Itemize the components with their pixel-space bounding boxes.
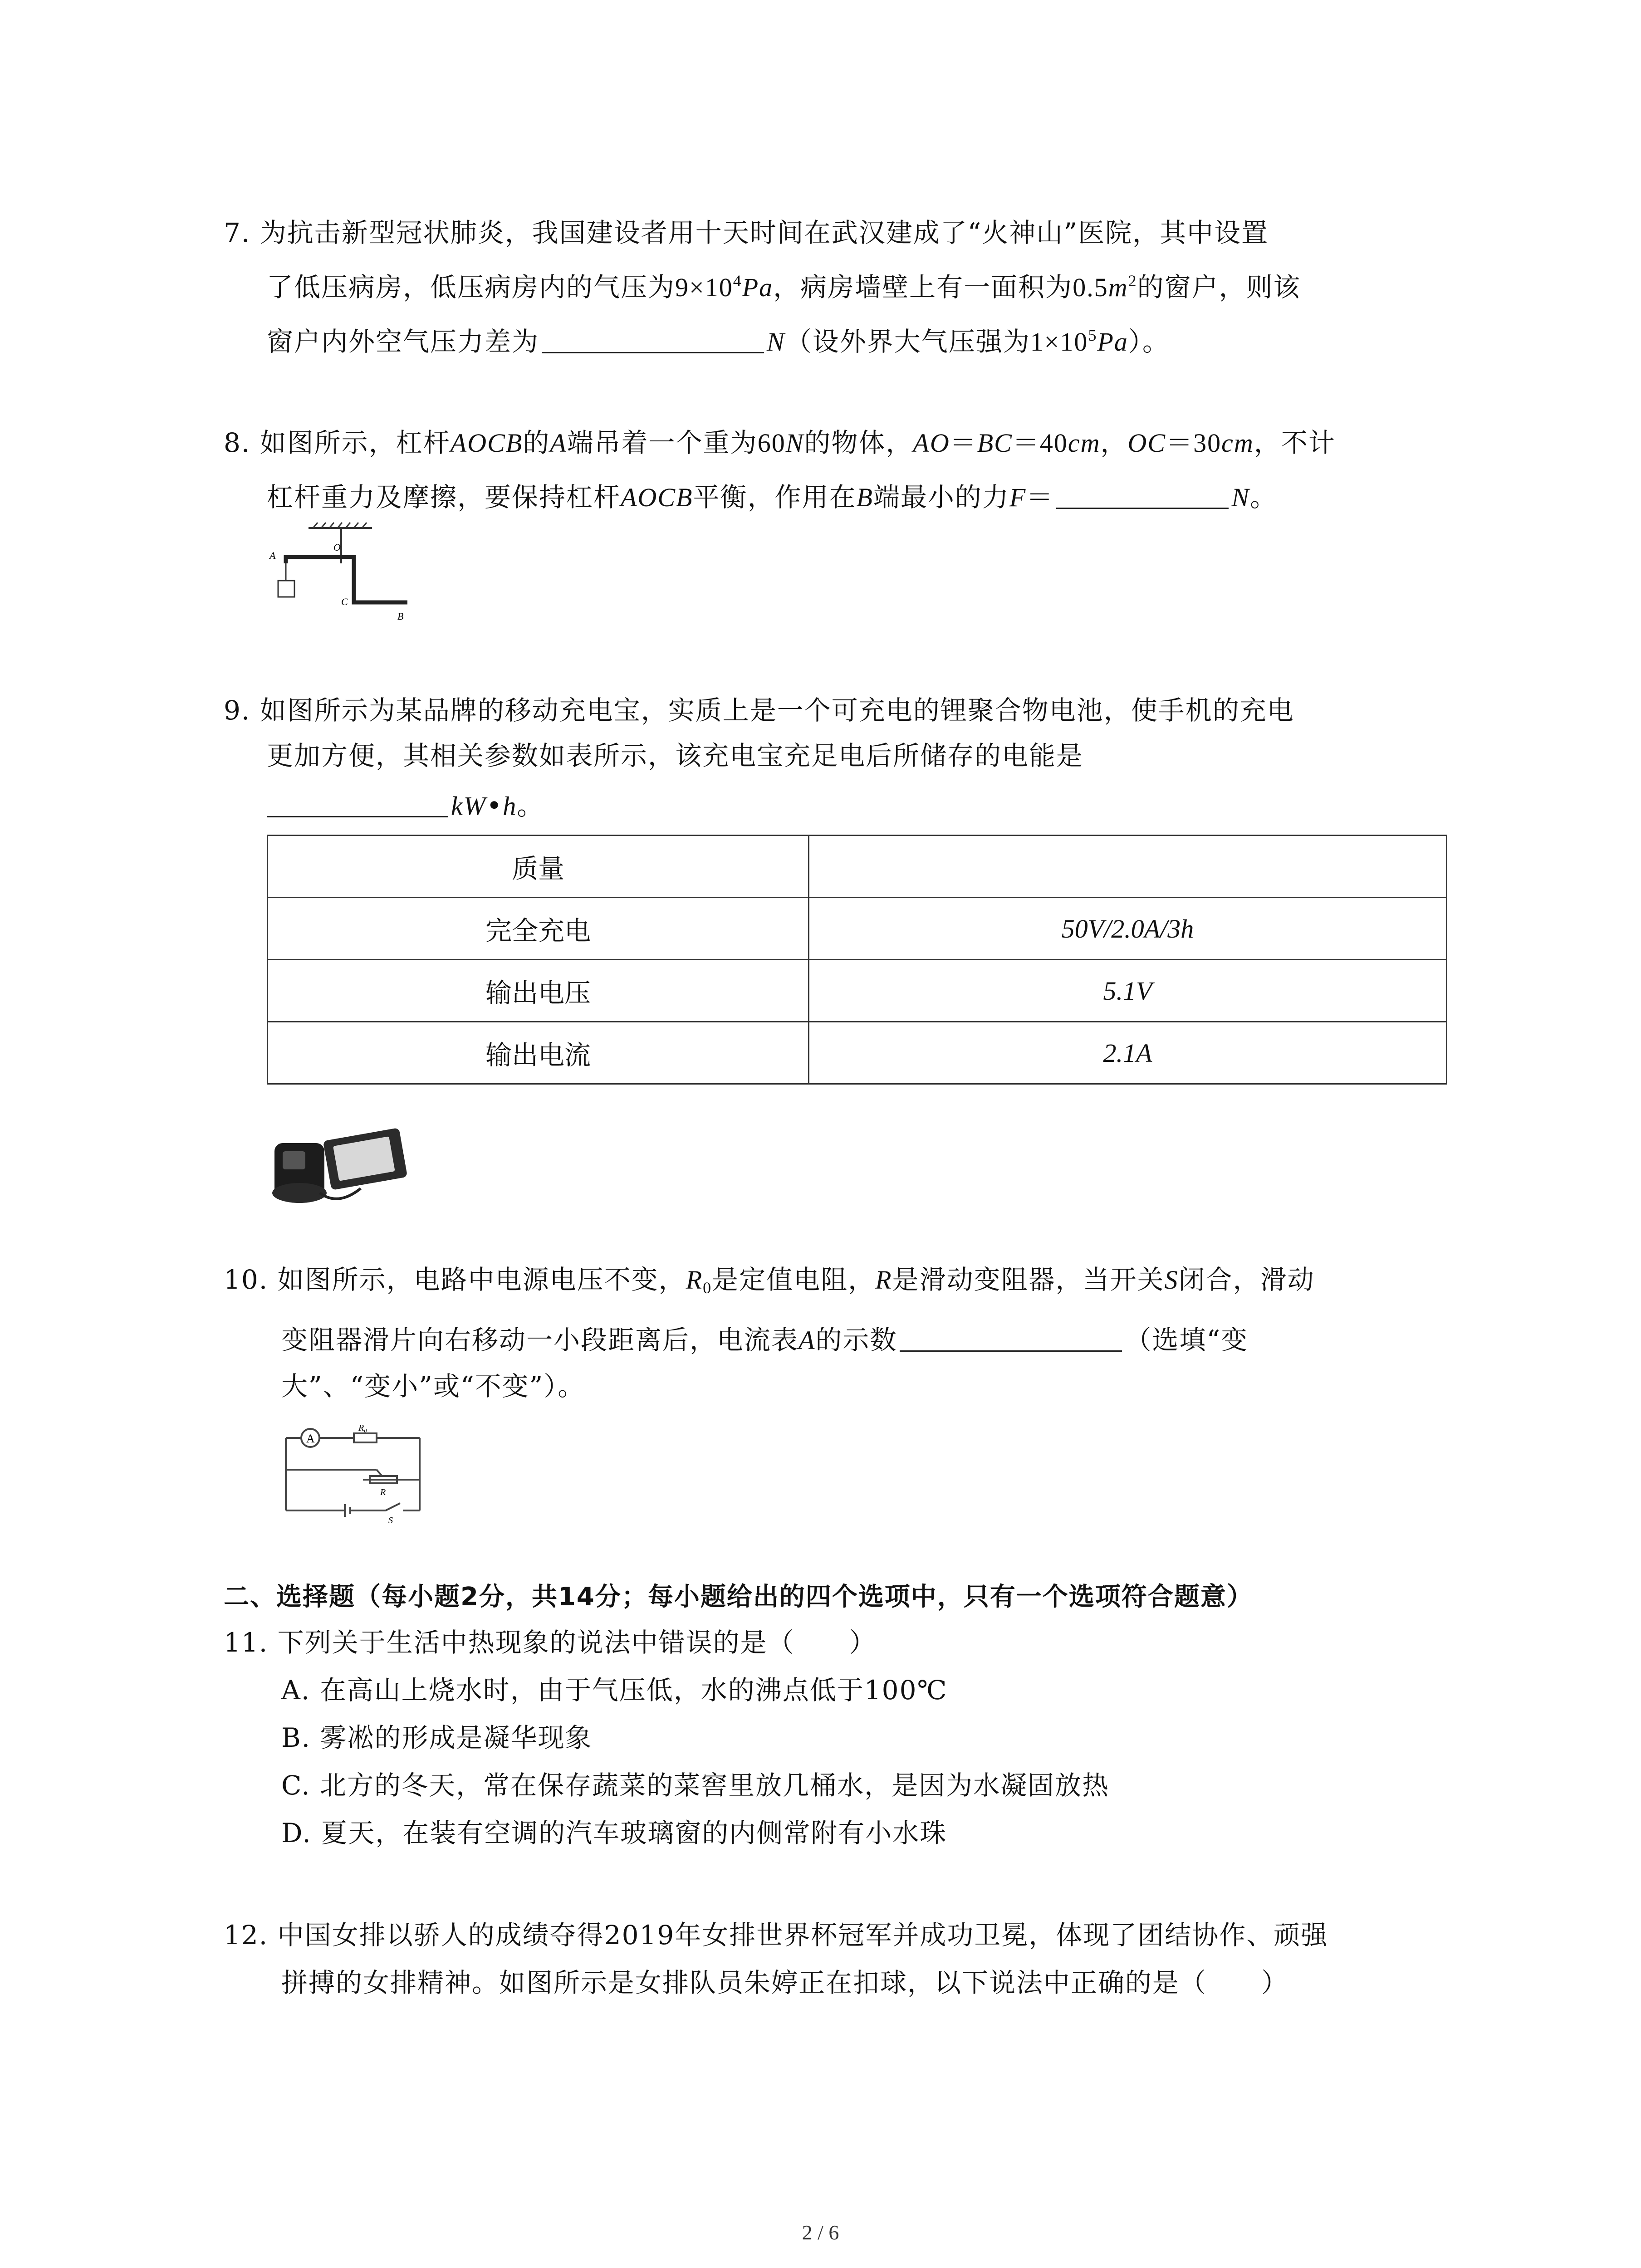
q7-line-2: 了低压病房，低压病房内的气压为$9\times 10^4Pa$，病房墙壁上有一面积为$0.5m^2$的窗户，则该 xyxy=(267,272,1301,303)
q12-line-2: 拼搏的女排精神。如图所示是女排队员朱婷正在扣球，以下说法中正确的是（ ） xyxy=(281,1967,1289,1998)
q11-option-a[interactable]: A. 在高山上烧水时，由于气压低，水的沸点低于100℃ xyxy=(281,1675,948,1706)
q8-line-1: 8. 如图所示，杠杆AOCB的A端吊着一个重为60N的物体，AO＝BC＝40cm，OC＝30cm，不计 xyxy=(224,427,1336,458)
q12-line-1: 12. 中国女排以骄人的成绩夺得2019年女排世界杯冠军并成功卫冕，体现了团结协作、顽强 xyxy=(224,1920,1328,1950)
lever-figure xyxy=(263,522,426,626)
table-row xyxy=(268,960,1447,1022)
table-row xyxy=(268,836,1447,898)
power-bank-photo xyxy=(265,1125,415,1216)
q11-option-d[interactable]: D. 夏天，在装有空调的汽车玻璃窗的内侧常附有小水珠 xyxy=(281,1818,947,1848)
q10-line-2: 变阻器滑片向右移动一小段距离后，电流表A的示数 （选填“变 xyxy=(281,1325,1249,1355)
q7-line-3: 窗户内外空气压力差为 N（设外界大气压强为$1\times 10^5Pa$）。 xyxy=(267,326,1170,357)
answer-blank-q8[interactable] xyxy=(1056,482,1229,509)
table-cell-label: 质量 xyxy=(268,836,809,898)
lever-label-o: O xyxy=(333,542,341,553)
page-number: 2 / 6 xyxy=(802,2221,839,2244)
answer-blank-q10[interactable] xyxy=(900,1325,1122,1352)
q11-stem: 11. 下列关于生活中热现象的说法中错误的是（ ） xyxy=(224,1627,877,1658)
q11-option-b[interactable]: B. 雾凇的形成是凝华现象 xyxy=(281,1722,593,1753)
table-cell-value: 50V/2.0A/3h xyxy=(809,898,1447,960)
q11-option-c[interactable]: C. 北方的冬天，常在保存蔬菜的菜窖里放几桶水，是因为水凝固放热 xyxy=(281,1770,1110,1801)
table-cell-label: 完全充电 xyxy=(268,898,809,960)
r0-label: R₀ xyxy=(358,1423,367,1433)
q10-line-1: 10. 如图所示，电路中电源电压不变，$R_0$是定值电阻，R是滑动变阻器，当开关S闭合，滑动 xyxy=(224,1264,1315,1297)
q9-line-3: kW•h。 xyxy=(267,789,544,822)
table-cell-label: 输出电压 xyxy=(268,960,809,1022)
lever-label-c: C xyxy=(341,596,348,607)
ammeter-label: A xyxy=(306,1432,315,1445)
q9-line-1: 9. 如图所示为某品牌的移动充电宝，实质上是一个可充电的锂聚合物电池，使手机的充电 xyxy=(224,695,1294,726)
table-row xyxy=(268,898,1447,960)
lever-label-b: B xyxy=(397,611,404,622)
r-label: R xyxy=(380,1487,386,1497)
switch-label: S xyxy=(388,1515,393,1525)
answer-blank-q7[interactable] xyxy=(542,327,764,353)
q10-line-3: 大”、“变小”或“不变”）。 xyxy=(281,1371,585,1402)
table-cell-label: 输出电流 xyxy=(268,1022,809,1084)
table-cell-value: 2.1A xyxy=(809,1022,1447,1084)
circuit-figure xyxy=(281,1420,431,1524)
table-cell-value xyxy=(809,836,1447,898)
answer-blank-q9[interactable] xyxy=(267,791,448,817)
table-cell-value: 5.1V xyxy=(809,960,1447,1022)
section-heading-choice: 二、选择题（每小题2分，共14分；每小题给出的四个选项中，只有一个选项符合题意） xyxy=(224,1582,1253,1612)
table-row xyxy=(268,1022,1447,1084)
power-bank-params-table xyxy=(267,835,1447,1085)
q8-line-2: 杠杆重力及摩擦，要保持杠杆AOCB平衡，作用在B端最小的力F＝ N。 xyxy=(267,482,1278,513)
lever-label-a: A xyxy=(269,550,276,561)
q9-line-2: 更加方便，其相关参数如表所示，该充电宝充足电后所储存的电能是 xyxy=(267,740,1084,771)
q7-line-1: 7. 为抗击新型冠状肺炎，我国建设者用十天时间在武汉建成了“火神山”医院，其中设置 xyxy=(224,217,1269,248)
